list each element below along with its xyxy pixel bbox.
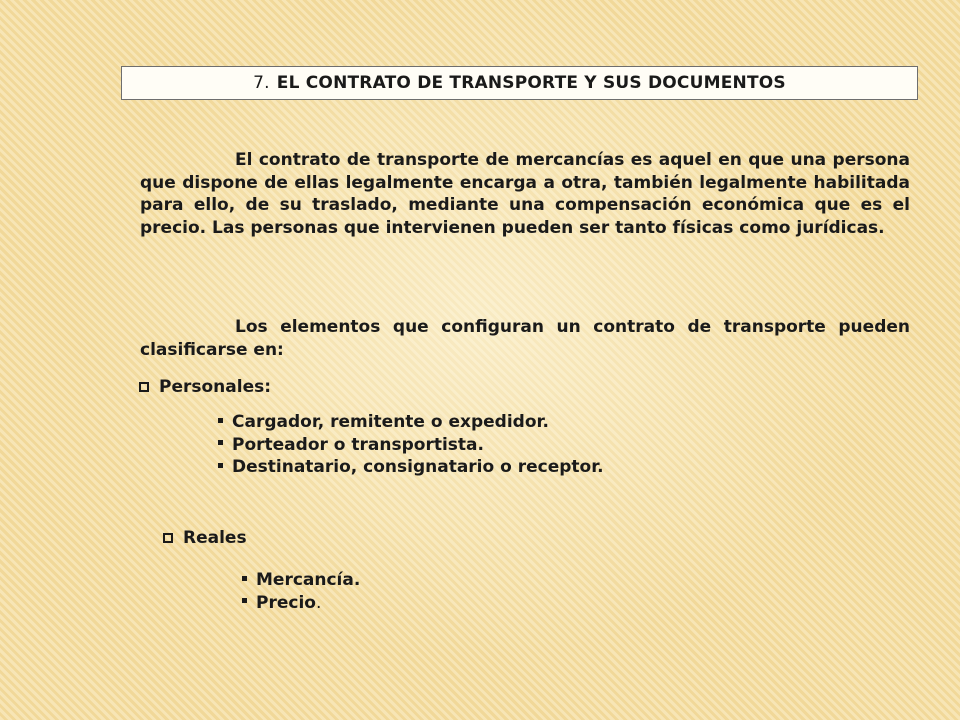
list-item: Mercancía. [242, 569, 542, 592]
square-bullet-icon [218, 440, 223, 445]
elements-intro-paragraph [140, 316, 910, 361]
definition-paragraph [140, 149, 910, 239]
square-bullet-icon [242, 576, 247, 581]
personales-list [218, 411, 613, 479]
reales-list [242, 569, 542, 614]
checkbox-bullet-icon [139, 382, 149, 392]
list-item: Precio. [242, 592, 542, 615]
list-item-suffix: . [315, 592, 322, 613]
slide-title [121, 66, 918, 100]
section-heading-personales [139, 377, 271, 397]
definition-text: El contrato de transporte de mercancías es aquel en que una persona que dispone de ellas legalmente encarga a otra, también legalmente habilitada para ello, de su traslado, mediante una compensación económica que es el precio. Las personas que intervienen pueden ser tanto físicas como jurídicas. [140, 150, 910, 238]
list-item: Destinatario, consignatario o receptor. [218, 456, 613, 479]
title-number: 7. [253, 73, 270, 93]
section-heading-reales [163, 528, 247, 548]
section-heading-label: Personales: [159, 377, 272, 397]
square-bullet-icon [242, 598, 247, 603]
square-bullet-icon [218, 418, 223, 423]
title-text: EL CONTRATO DE TRANSPORTE Y SUS DOCUMENTOS [276, 73, 786, 93]
list-item: Cargador, remitente o expedidor. [218, 411, 613, 434]
section-heading-label: Reales [183, 528, 247, 548]
list-item: Porteador o transportista. [218, 434, 613, 457]
square-bullet-icon [218, 463, 223, 468]
checkbox-bullet-icon [163, 533, 173, 543]
elements-intro-text: Los elementos que configuran un contrato de transporte pueden clasificarse en: [140, 317, 910, 360]
